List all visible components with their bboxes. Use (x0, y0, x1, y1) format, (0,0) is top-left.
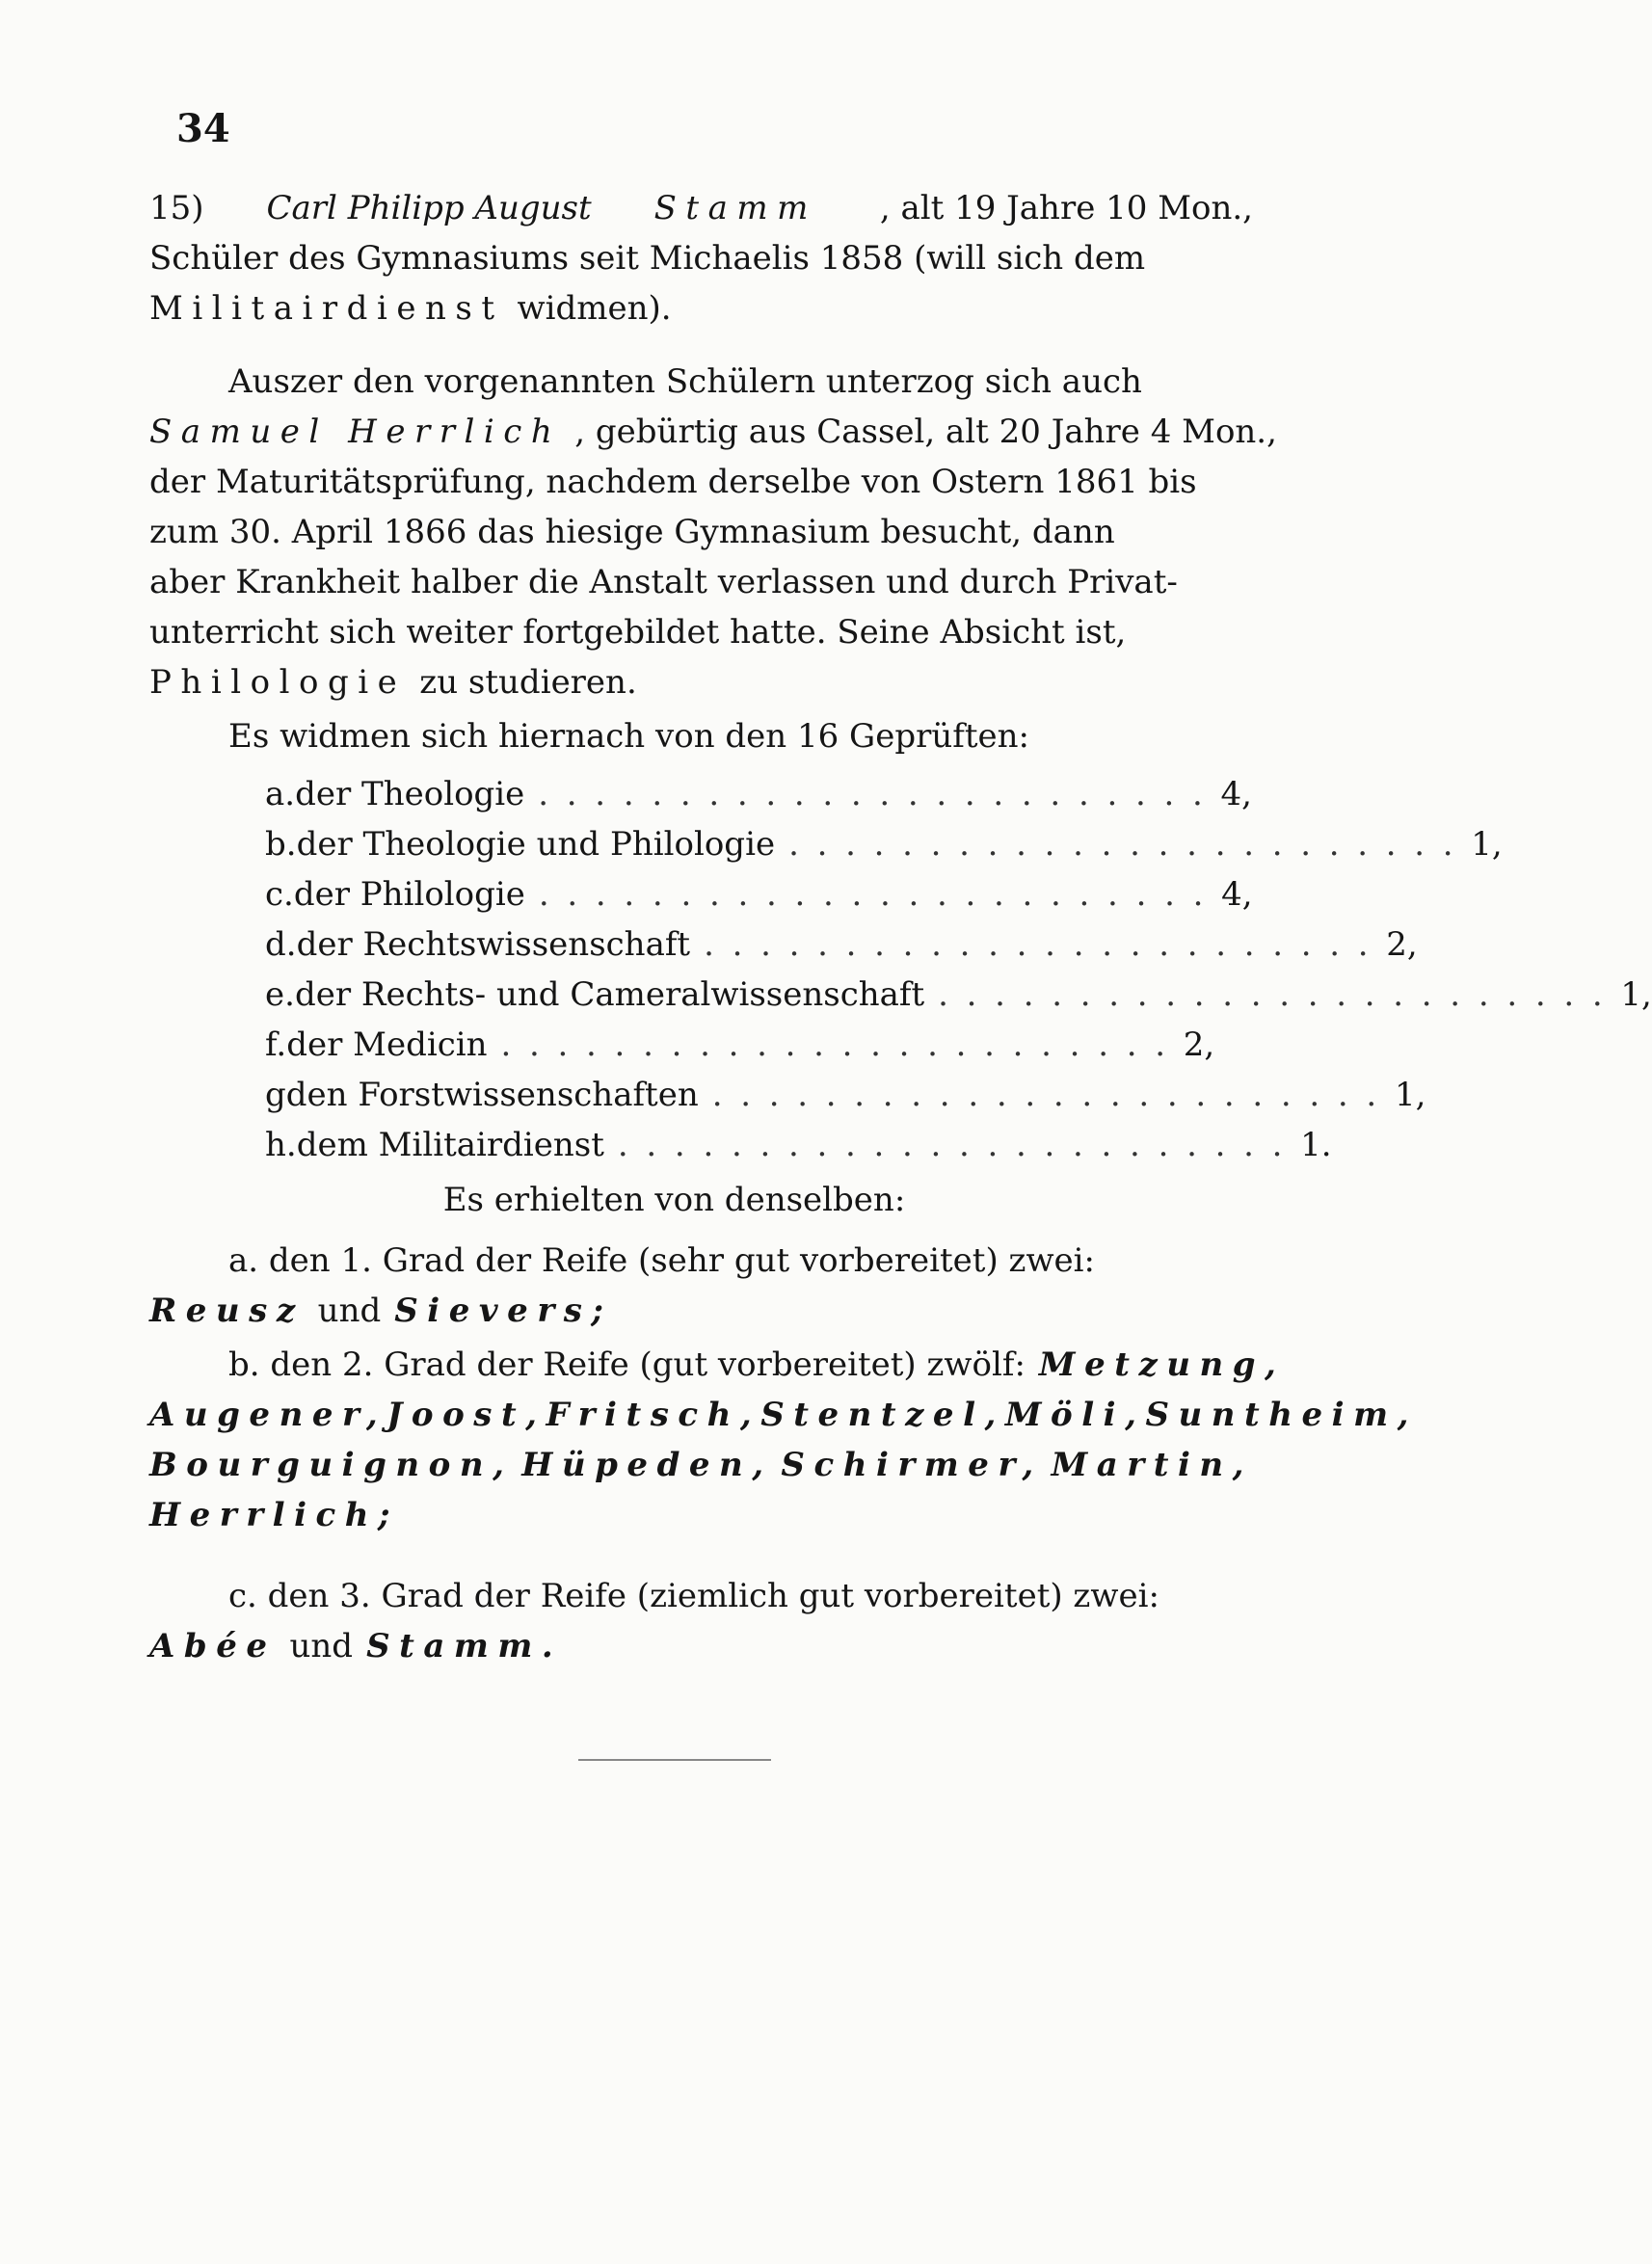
grade-3-und: und (289, 1627, 354, 1665)
grade-1 (149, 1236, 1253, 1336)
subject-count: 1, (1471, 825, 1503, 864)
entry-line-3b: widmen). (517, 289, 672, 328)
grade-2-line: b. den 2. Grad der Reife (gut vorbereitet) zwölf: (228, 1345, 1026, 1384)
paragraph-herrlich (149, 357, 1277, 707)
grade-3-line: c. den 3. Grad der Reife (ziemlich gut vorbereitet) zwei: (228, 1577, 1159, 1615)
entry-number: 15) (149, 189, 204, 227)
subject-text: der Philologie (293, 875, 525, 914)
widmen-intro-text: Es widmen sich hiernach von den 16 Geprüften: (228, 717, 1029, 756)
subject-text: der Medicin (286, 1025, 488, 1064)
para-line-4: zum 30. April 1866 das hiesige Gymnasium besucht, dann (149, 513, 1115, 551)
grade-2-name-2: Augener, (149, 1396, 387, 1434)
subject-letter: h. (265, 1126, 297, 1164)
grade-2 (149, 1340, 1418, 1540)
para-line-2: , gebürtig aus Cassel, alt 20 Jahre 4 Mon., (574, 413, 1277, 451)
grade-2-name-1: Metzung, (1038, 1345, 1286, 1384)
subject-text: der Rechtswissenschaft (296, 925, 691, 964)
grade-2-name-5: Stentzel, (760, 1396, 1005, 1434)
subject-count: 1, (1394, 1076, 1426, 1114)
entry-surname: Stamm (653, 189, 817, 227)
leader-dots: ........................ (538, 875, 1222, 914)
para-line-7b: zu studieren. (419, 663, 637, 702)
subject-letter: d. (265, 925, 297, 964)
leader-dots: ........................ (500, 1025, 1184, 1064)
para-line-3: der Maturitätsprüfung, nachdem derselbe von Ostern 1861 bis (149, 463, 1197, 501)
grade-2-name-4: Fritsch, (546, 1396, 761, 1434)
entry-age: , alt 19 Jahre 10 Mon., (879, 189, 1253, 227)
subject-letter: a. (265, 775, 296, 813)
grade-1-line: a. den 1. Grad der Reife (sehr gut vorbereitet) zwei: (228, 1241, 1096, 1280)
entry-line-3a: Militairdienst (149, 289, 504, 328)
grade-2-name-9: Hüpeden, (521, 1446, 773, 1484)
grade-1-name-1: Reusz (149, 1292, 305, 1330)
subject-letter: g (265, 1076, 286, 1114)
para-line-5: aber Krankheit halber die Anstalt verlassen und durch Privat- (149, 563, 1178, 601)
grade-1-und: und (317, 1292, 382, 1330)
grade-2-name-12: Herrlich; (149, 1496, 400, 1534)
subject-letter: c. (265, 875, 294, 914)
grade-1-name-2: Sievers; (394, 1292, 613, 1330)
subject-text: der Theologie (295, 775, 525, 813)
entry-15 (149, 183, 1253, 333)
subject-row (265, 970, 1652, 1020)
subject-text: der Theologie und Philologie (296, 825, 776, 864)
leader-dots: ........................ (538, 775, 1221, 813)
leader-dots: ........................ (704, 925, 1387, 964)
subject-count: 4, (1220, 775, 1252, 813)
grade-2-name-11: Martin, (1051, 1446, 1253, 1484)
closing-rule (578, 1759, 771, 1761)
subject-text: den Forstwissenschaften (285, 1076, 699, 1114)
subject-letter: e. (265, 975, 295, 1014)
entry-line-2: Schüler des Gymnasiums seit Michaelis 1858 (will sich dem (149, 239, 1146, 278)
subject-letter: b. (265, 825, 297, 864)
subject-text: der Rechts- und Cameralwissenschaft (294, 975, 925, 1014)
subject-row (265, 819, 1503, 869)
subject-count: 2, (1183, 1025, 1215, 1064)
subject-list (265, 769, 1652, 1170)
grade-3 (149, 1571, 1253, 1671)
grade-3-name-2: Stamm. (366, 1627, 563, 1665)
para-line-1: Auszer den vorgenannten Schülern unterzog sich auch (228, 362, 1142, 401)
subject-count: 2, (1386, 925, 1418, 964)
grade-2-name-8: Bourguignon, (149, 1446, 514, 1484)
subject-row (265, 769, 1252, 819)
subject-row (265, 869, 1253, 919)
subject-count: 1, (1620, 975, 1652, 1014)
page-number: 34 (176, 106, 230, 151)
para-name: Samuel Herrlich (149, 413, 562, 451)
leader-dots: ........................ (617, 1126, 1301, 1164)
subject-letter: f. (265, 1025, 287, 1064)
leader-dots: ........................ (711, 1076, 1395, 1114)
para-line-6: unterricht sich weiter fortgebildet hatte. Seine Absicht ist, (149, 613, 1127, 652)
subject-text: dem Militairdienst (296, 1126, 604, 1164)
grade-2-name-10: Schirmer, (781, 1446, 1043, 1484)
subject-row (265, 919, 1418, 970)
grade-2-name-6: Möli, (1004, 1396, 1146, 1434)
erhielten-intro: Es erhielten von denselben: (442, 1181, 906, 1219)
leader-dots: ........................ (788, 825, 1472, 864)
subject-row (265, 1020, 1215, 1070)
entry-name: Carl Philipp August (266, 189, 592, 227)
grade-2-name-3: Joost, (386, 1396, 546, 1434)
subject-row (265, 1120, 1332, 1170)
subject-count: 4, (1221, 875, 1253, 914)
subject-row (265, 1070, 1426, 1120)
widmen-intro (149, 711, 1253, 761)
para-line-7a: Philologie (149, 663, 407, 702)
grade-3-name-1: Abée (149, 1627, 277, 1665)
subject-count: 1. (1300, 1126, 1332, 1164)
grade-2-name-7: Suntheim, (1145, 1396, 1418, 1434)
leader-dots: ........................ (938, 975, 1621, 1014)
